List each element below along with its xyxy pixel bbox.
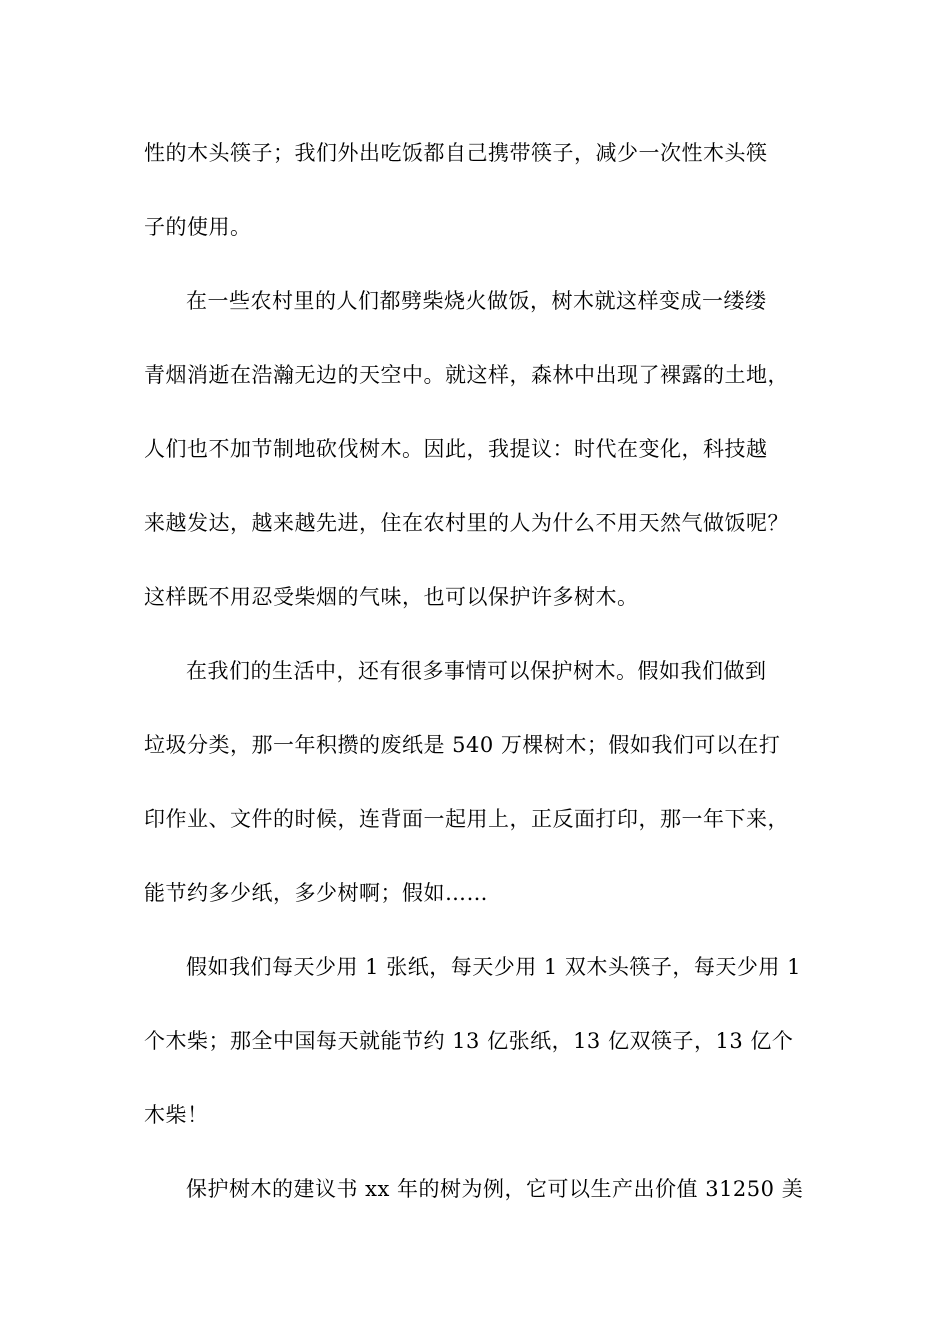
paragraph-start-line: 保护树木的建议书 xx 年的树为例，它可以生产出价值 31250 美: [186, 1177, 804, 1201]
paragraph-start-line: 在我们的生活中，还有很多事情可以保护树木。假如我们做到: [186, 659, 767, 683]
text-line: 这样既不用忍受柴烟的气味，也可以保护许多树木。: [144, 585, 639, 609]
text-line: 性的木头筷子；我们外出吃饭都自己携带筷子，减少一次性木头筷: [144, 141, 768, 165]
paragraph-start-line: 在一些农村里的人们都劈柴烧火做饭，树木就这样变成一缕缕: [186, 289, 767, 313]
text-line: 个木柴；那全中国每天就能节约 13 亿张纸，13 亿双筷子，13 亿个: [144, 1029, 794, 1053]
text-line: 人们也不加节制地砍伐树木。因此，我提议：时代在变化，科技越: [144, 437, 768, 461]
text-line: 青烟消逝在浩瀚无边的天空中。就这样，森林中出现了裸露的土地，: [144, 363, 789, 387]
text-line: 印作业、文件的时候，连背面一起用上，正反面打印，那一年下来，: [144, 807, 789, 831]
text-line: 来越发达，越来越先进，住在农村里的人为什么不用天然气做饭呢？: [144, 511, 789, 535]
text-line: 子的使用。: [144, 215, 252, 239]
text-line: 垃圾分类，那一年积攒的废纸是 540 万棵树木；假如我们可以在打: [144, 733, 781, 757]
paragraph-start-line: 假如我们每天少用 1 张纸，每天少用 1 双木头筷子，每天少用 1: [186, 955, 801, 979]
text-line: 木柴！: [144, 1103, 209, 1127]
text-line: 能节约多少纸，多少树啊；假如……: [144, 881, 488, 905]
